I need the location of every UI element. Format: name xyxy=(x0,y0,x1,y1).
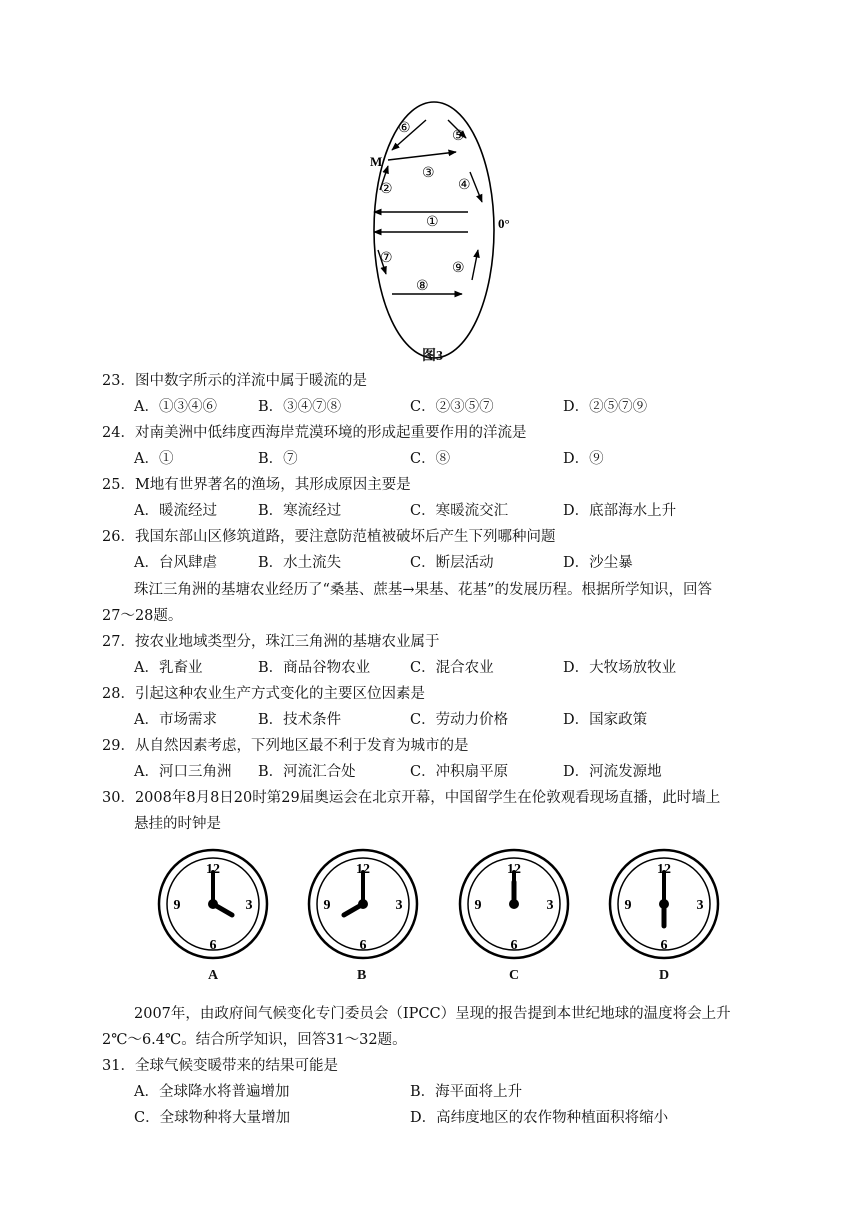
question-30-stem-line1: 30．2008年8月8日20时第29届奥运会在北京开幕，中国留学生在伦敦观看现场直播，此时墙上 xyxy=(102,790,721,806)
q31-option-b: B．海平面将上升 xyxy=(410,1084,523,1100)
intro-paragraph-2-line2: 2℃～6.4℃。结合所学知识，回答31～32题。 xyxy=(102,1032,407,1048)
clock-number-12: 12 xyxy=(356,862,370,877)
q27-option-b: B．商品谷物农业 xyxy=(258,660,371,676)
clock-number-12: 12 xyxy=(507,862,521,877)
current-label-5: ⑤ xyxy=(452,128,465,144)
q23-option-c: C．②③⑤⑦ xyxy=(410,399,494,415)
q28-option-d: D．国家政策 xyxy=(563,712,648,728)
q26-option-b: B．水土流失 xyxy=(258,555,342,571)
q25-option-b: B．寒流经过 xyxy=(258,503,342,519)
clock-label-d: D xyxy=(659,968,670,983)
current-3-arrow xyxy=(388,152,456,160)
current-label-1: ① xyxy=(426,214,439,230)
label-m: M xyxy=(370,154,383,169)
q31-option-d: D．高纬度地区的农作物种植面积将缩小 xyxy=(410,1110,669,1126)
clock-center-pin xyxy=(659,899,669,909)
clock-label-a: A xyxy=(208,968,219,983)
q26-option-c: C．断层活动 xyxy=(410,555,494,571)
clock-number-6: 6 xyxy=(510,938,518,953)
q24-option-d: D．⑨ xyxy=(563,451,604,467)
question-30-stem-line2: 悬挂的时钟是 xyxy=(134,816,221,832)
q29-option-d: D．河流发源地 xyxy=(563,764,662,780)
question-31-stem: 31．全球气候变暖带来的结果可能是 xyxy=(102,1058,338,1074)
clock-number-3: 3 xyxy=(546,898,554,913)
clock-number-6: 6 xyxy=(209,938,217,953)
q29-option-b: B．河流汇合处 xyxy=(258,764,356,780)
clock-c xyxy=(460,850,568,958)
current-9-arrow xyxy=(472,250,478,280)
clock-center-pin xyxy=(208,899,218,909)
clock-number-3: 3 xyxy=(395,898,403,913)
intro-paragraph-1-line1: 珠江三角洲的基塘农业经历了“桑基、蔗基→果基、花基”的发展历程。根据所学知识，回答 xyxy=(134,582,712,598)
q28-option-b: B．技术条件 xyxy=(258,712,342,728)
question-23-stem: 23．图中数字所示的洋流中属于暖流的是 xyxy=(102,373,367,389)
q28-option-c: C．劳动力价格 xyxy=(410,712,509,728)
clock-number-9: 9 xyxy=(624,898,632,913)
q31-option-c: C．全球物种将大量增加 xyxy=(134,1110,291,1126)
label-equator: 0° xyxy=(498,216,510,231)
figure-caption: 图3 xyxy=(422,349,443,364)
clock-number-9: 9 xyxy=(323,898,331,913)
clock-number-12: 12 xyxy=(657,862,671,877)
q24-option-b: B．⑦ xyxy=(258,451,298,467)
clock-d xyxy=(610,850,718,958)
question-29-stem: 29．从自然因素考虑，下列地区最不利于发育为城市的是 xyxy=(102,738,469,754)
clock-b xyxy=(309,850,417,958)
clock-number-12: 12 xyxy=(206,862,220,877)
clock-number-3: 3 xyxy=(245,898,253,913)
question-26-stem: 26．我国东部山区修筑道路，要注意防范植被破坏后产生下列哪种问题 xyxy=(102,529,556,545)
q23-option-d: D．②⑤⑦⑨ xyxy=(563,399,648,415)
q26-option-a: A．台风肆虐 xyxy=(134,555,217,571)
clock-number-9: 9 xyxy=(474,898,482,913)
current-label-8: ⑧ xyxy=(416,278,429,294)
clock-a xyxy=(159,850,267,958)
q25-option-c: C．寒暖流交汇 xyxy=(410,503,509,519)
q27-option-d: D．大牧场放牧业 xyxy=(563,660,677,676)
clock-center-pin xyxy=(509,899,519,909)
clock-label-b: B xyxy=(357,968,367,983)
current-label-7: ⑦ xyxy=(380,250,393,266)
q23-option-b: B．③④⑦⑧ xyxy=(258,399,342,415)
q29-option-c: C．冲积扇平原 xyxy=(410,764,509,780)
clock-number-9: 9 xyxy=(173,898,181,913)
clock-center-pin xyxy=(358,899,368,909)
q31-option-a: A．全球降水将普遍增加 xyxy=(134,1084,290,1100)
clock-options xyxy=(150,848,730,988)
question-27-stem: 27．按农业地域类型分，珠江三角洲的基塘农业属于 xyxy=(102,634,440,650)
q25-option-a: A．暖流经过 xyxy=(134,503,217,519)
q23-option-a: A．①③④⑥ xyxy=(134,399,217,415)
ocean-basin-outline xyxy=(374,102,494,358)
current-label-4: ④ xyxy=(458,177,471,193)
intro-paragraph-2-line1: 2007年，由政府间气候变化专门委员会（IPCC）呈现的报告提到本世纪地球的温度将会上升 xyxy=(134,1006,731,1022)
intro-paragraph-1-line2: 27～28题。 xyxy=(102,608,183,624)
current-label-9: ⑨ xyxy=(452,260,465,276)
current-label-3: ③ xyxy=(422,165,435,181)
q25-option-d: D．底部海水上升 xyxy=(563,503,677,519)
clock-number-6: 6 xyxy=(660,938,668,953)
current-4-arrow xyxy=(470,172,482,202)
current-label-6: ⑥ xyxy=(398,120,411,136)
q24-option-a: A．① xyxy=(134,451,174,467)
clock-label-c: C xyxy=(509,968,520,983)
q24-option-c: C．⑧ xyxy=(410,451,451,467)
current-label-2: ② xyxy=(380,181,393,197)
question-25-stem: 25．M地有世界著名的渔场，其形成原因主要是 xyxy=(102,477,411,493)
q29-option-a: A．河口三角洲 xyxy=(134,764,232,780)
clock-number-3: 3 xyxy=(696,898,704,913)
ocean-current-diagram xyxy=(366,100,526,360)
q28-option-a: A．市场需求 xyxy=(134,712,217,728)
question-28-stem: 28．引起这种农业生产方式变化的主要区位因素是 xyxy=(102,686,425,702)
q27-option-c: C．混合农业 xyxy=(410,660,494,676)
q27-option-a: A．乳畜业 xyxy=(134,660,203,676)
q26-option-d: D．沙尘暴 xyxy=(563,555,633,571)
question-24-stem: 24．对南美洲中低纬度西海岸荒漠环境的形成起重要作用的洋流是 xyxy=(102,425,527,441)
clock-number-6: 6 xyxy=(359,938,367,953)
